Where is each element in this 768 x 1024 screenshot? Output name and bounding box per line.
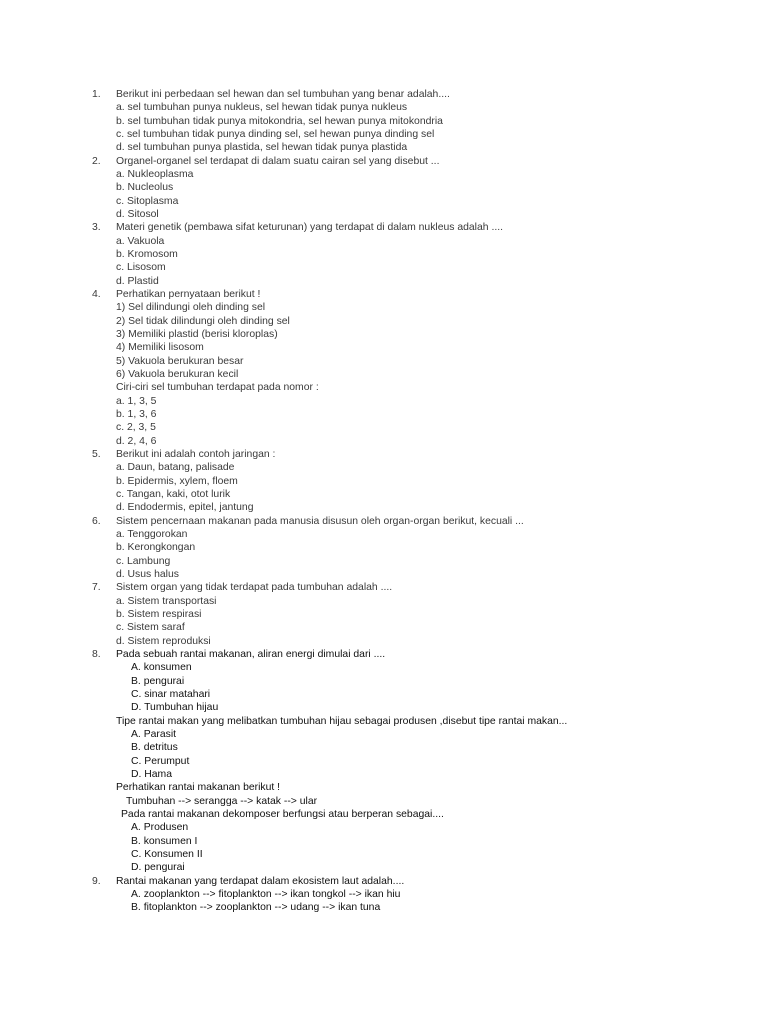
question-text: Sistem organ yang tidak terdapat pada tumbuhan adalah .... <box>116 582 393 594</box>
question-line: 2) Sel tidak dilindungi oleh dinding sel <box>116 315 290 327</box>
question-line: 3) Memiliki plastid (berisi kloroplas) <box>116 328 278 340</box>
question-line: 4) Memiliki lisosom <box>116 342 204 354</box>
question-line: a. Nukleoplasma <box>116 169 194 180</box>
question-text: Rantai makanan yang terdapat dalam ekosistem laut adalah.... <box>116 875 405 887</box>
question-line: D. Hama <box>131 768 172 780</box>
question-text: Materi genetik (pembawa sifat keturunan) yang terdapat di dalam nukleus adalah .... <box>116 222 503 234</box>
question-line: Perhatikan rantai makanan berikut ! <box>116 782 281 794</box>
question-line: c. Lambung <box>116 555 171 567</box>
question-line: c. Sitoplasma <box>116 195 179 207</box>
question-line: d. Usus halus <box>116 568 179 580</box>
question-line: c. Tangan, kaki, otot lurik <box>116 488 231 500</box>
question-line: d. 2, 4, 6 <box>116 435 157 447</box>
question-line: b. Nucleolus <box>116 182 174 194</box>
question-line: c. sel tumbuhan tidak punya dinding sel, sel hewan punya dinding sel <box>116 129 435 140</box>
question-line: Ciri-ciri sel tumbuhan terdapat pada nomor : <box>116 382 319 394</box>
question-line: d. Endodermis, epitel, jantung <box>116 502 254 514</box>
question-text: Pada sebuah rantai makanan, aliran energi dimulai dari .... <box>116 648 386 660</box>
question-line: 6) Vakuola berukuran kecil <box>116 368 239 380</box>
question-line: a. 1, 3, 5 <box>116 395 157 407</box>
question-line: a. sel tumbuhan punya nukleus, sel hewan tidak punya nukleus <box>116 102 408 114</box>
question-line: 5) Vakuola berukuran besar <box>116 355 244 367</box>
question-line: A. Produsen <box>131 822 189 834</box>
question-line: b. sel tumbuhan tidak punya mitokondria, sel hewan punya mitokondria <box>116 115 443 127</box>
question-text: Berikut ini perbedaan sel hewan dan sel tumbuhan yang benar adalah.... <box>116 89 450 100</box>
question-line: Tumbuhan --> serangga --> katak --> ular <box>126 795 318 807</box>
question-line: Tipe rantai makan yang melibatkan tumbuhan hijau sebagai produsen ,disebut tipe rantai makan... <box>116 715 568 727</box>
question-line: 1) Sel dilindungi oleh dinding sel <box>116 302 266 314</box>
question-line: b. Sistem respirasi <box>116 608 202 620</box>
question-line: A. Parasit <box>131 728 177 740</box>
question-line: B. konsumen I <box>131 835 198 847</box>
question-text: Berikut ini adalah contoh jaringan : <box>116 448 276 460</box>
question-number: 4. <box>92 288 101 300</box>
question-line: c. 2, 3, 5 <box>116 422 156 434</box>
question-line: B. detritus <box>131 742 178 754</box>
question-number: 8. <box>92 648 101 660</box>
question-text: Perhatikan pernyataan berikut ! <box>116 288 261 300</box>
question-text: Organel-organel sel terdapat di dalam suatu cairan sel yang disebut ... <box>116 155 440 167</box>
question-line: C. Konsumen II <box>131 848 203 860</box>
question-line: d. sel tumbuhan punya plastida, sel hewan tidak punya plastida <box>116 142 408 154</box>
question-line: d. Plastid <box>116 275 159 287</box>
question-line: D. Tumbuhan hijau <box>131 702 219 714</box>
question-number: 9. <box>92 875 101 887</box>
question-line: A. zooplankton --> fitoplankton --> ikan tongkol --> ikan hiu <box>131 888 401 900</box>
question-line: b. 1, 3, 6 <box>116 408 157 420</box>
question-line: a. Tenggorokan <box>116 528 188 540</box>
question-line: b. Epidermis, xylem, floem <box>116 475 238 487</box>
question-line: b. Kromosom <box>116 249 178 260</box>
question-number: 3. <box>92 222 101 234</box>
question-line: c. Sistem saraf <box>116 622 185 634</box>
question-line: a. Sistem transportasi <box>116 595 217 607</box>
question-line: Pada rantai makanan dekomposer berfungsi atau berperan sebagai.... <box>121 808 444 820</box>
question-number: 7. <box>92 582 101 594</box>
question-line: a. Daun, batang, palisade <box>116 462 235 474</box>
question-line: d. Sitosol <box>116 209 159 220</box>
question-line: C. Perumput <box>131 755 190 767</box>
question-line: C. sinar matahari <box>131 688 211 700</box>
question-line: a. Vakuola <box>116 235 165 247</box>
question-number: 1. <box>92 89 101 100</box>
question-number: 2. <box>92 155 101 167</box>
question-line: B. pengurai <box>131 675 185 687</box>
question-line: b. Kerongkongan <box>116 542 196 554</box>
question-line: A. konsumen <box>131 662 192 674</box>
question-line: d. Sistem reproduksi <box>116 635 211 647</box>
question-line: B. fitoplankton --> zooplankton --> udang --> ikan tuna <box>131 902 381 914</box>
question-number: 6. <box>92 515 101 527</box>
question-number: 5. <box>92 448 101 460</box>
question-line: c. Lisosom <box>116 262 166 274</box>
question-line: D. pengurai <box>131 862 185 874</box>
question-text: Sistem pencernaan makanan pada manusia disusun oleh organ-organ berikut, kecuali ... <box>116 515 524 527</box>
